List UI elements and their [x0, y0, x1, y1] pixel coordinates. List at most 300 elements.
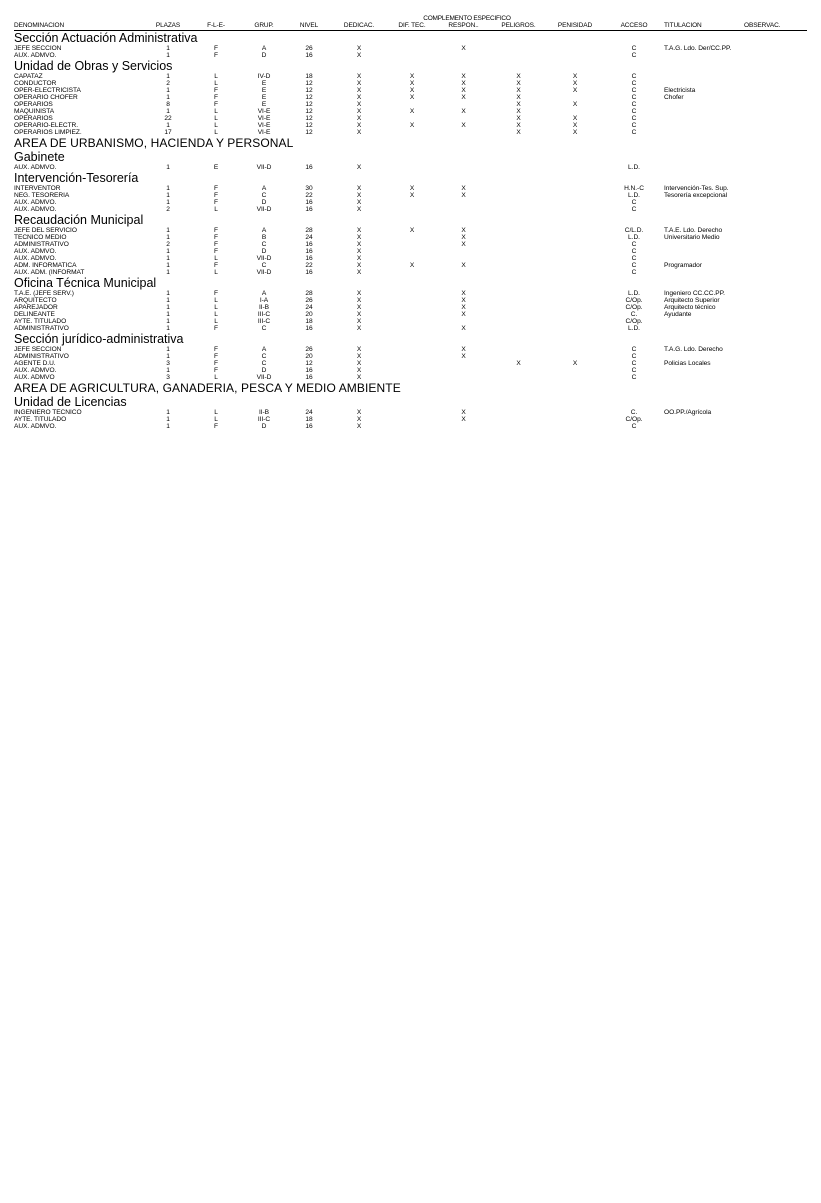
cell-titulacion	[664, 318, 744, 325]
cell-grupo: A	[261, 345, 267, 353]
cell-responsabilidad	[436, 374, 491, 381]
section-heading-row	[14, 332, 807, 346]
cell-fle: F	[214, 226, 218, 234]
cell-dif-tec	[388, 269, 436, 276]
cell-dedicacion: X	[356, 107, 362, 115]
cell-dif-tec	[388, 318, 436, 325]
cell-dedicacion: X	[356, 72, 362, 80]
col-header-plazas: PLAZAS	[155, 22, 181, 29]
cell-peligrosidad	[491, 241, 546, 248]
cell-observaciones	[744, 241, 807, 248]
cell-grupo: E	[261, 93, 267, 101]
table-row	[14, 52, 807, 59]
cell-denominacion: DELINEANTE	[14, 310, 55, 318]
cell-titulacion	[664, 199, 744, 206]
cell-grupo: II-B	[258, 303, 270, 311]
cell-observaciones	[744, 122, 807, 129]
cell-dedicacion: X	[356, 44, 362, 52]
cell-peligrosidad	[491, 52, 546, 59]
cell-titulacion	[664, 367, 744, 374]
cell-titulacion: T.A.G. Ldo. Derecho	[664, 345, 723, 353]
cell-peligrosidad: X	[516, 72, 521, 80]
table-row	[14, 325, 807, 332]
cell-plazas: 8	[166, 100, 170, 108]
cell-acceso: C	[631, 128, 637, 136]
cell-dedicacion: X	[356, 261, 362, 269]
table-row	[14, 227, 807, 234]
cell-titulacion	[664, 52, 744, 59]
table-row	[14, 297, 807, 304]
cell-fle: L	[214, 310, 218, 318]
col-header-grupo: GRUP.	[254, 22, 274, 29]
cell-acceso: C	[631, 100, 637, 108]
cell-grupo: C	[261, 352, 267, 360]
cell-dif-tec	[388, 416, 436, 423]
cell-acceso: C/Op.	[625, 303, 643, 311]
cell-titulacion	[664, 423, 744, 430]
cell-acceso: C	[631, 198, 637, 206]
cell-nivel: 30	[305, 184, 313, 192]
cell-responsabilidad: X	[461, 352, 466, 360]
cell-dif-tec: X	[409, 86, 415, 94]
cell-peligrosidad: X	[516, 114, 521, 122]
cell-titulacion	[664, 122, 744, 129]
section-title: Sección jurídico-administrativa	[14, 331, 184, 346]
cell-dedicacion: X	[356, 254, 362, 262]
cell-plazas: 1	[166, 296, 170, 304]
cell-observaciones	[744, 101, 807, 108]
cell-penosidad	[546, 346, 604, 353]
area-title: AREA DE URBANISMO, HACIENDA Y PERSONAL	[14, 135, 294, 150]
cell-penosidad	[546, 164, 604, 171]
cell-penosidad	[546, 311, 604, 318]
cell-observaciones	[744, 269, 807, 276]
cell-acceso: C	[631, 366, 637, 374]
cell-dif-tec	[388, 360, 436, 367]
cell-acceso: C.	[630, 310, 638, 318]
cell-dif-tec	[388, 101, 436, 108]
cell-dif-tec: X	[409, 121, 415, 129]
cell-penosidad	[546, 409, 604, 416]
table-row	[14, 206, 807, 213]
cell-acceso: L.D.	[628, 233, 640, 241]
cell-plazas: 1	[166, 408, 170, 416]
cell-observaciones	[744, 297, 807, 304]
cell-nivel: 16	[305, 254, 313, 262]
cell-grupo: C	[261, 240, 267, 248]
cell-nivel: 12	[305, 100, 313, 108]
cell-titulacion: Intervención-Tes. Sup.	[664, 184, 729, 192]
cell-plazas: 1	[166, 268, 170, 276]
cell-nivel: 16	[305, 51, 313, 59]
cell-acceso: C	[631, 107, 637, 115]
cell-dif-tec	[388, 290, 436, 297]
cell-nivel: 12	[305, 359, 313, 367]
cell-observaciones	[744, 311, 807, 318]
cell-responsabilidad: X	[461, 310, 466, 318]
cell-dif-tec	[388, 52, 436, 59]
cell-fle: L	[214, 254, 218, 262]
cell-fle: F	[214, 44, 218, 52]
cell-penosidad	[546, 374, 604, 381]
cell-dedicacion: X	[356, 205, 362, 213]
cell-titulacion	[664, 353, 744, 360]
cell-titulacion: Ingeniero CC.CC.PP.	[664, 289, 725, 297]
cell-nivel: 24	[305, 303, 313, 311]
cell-acceso: L.D.	[628, 163, 640, 171]
cell-grupo: D	[261, 51, 267, 59]
cell-denominacion: AUX. ADMVO.	[14, 198, 57, 206]
cell-plazas: 1	[166, 184, 170, 192]
cell-fle: L	[214, 373, 218, 381]
cell-grupo: III-C	[257, 317, 271, 325]
cell-acceso: C	[631, 79, 637, 87]
cell-plazas: 1	[166, 51, 170, 59]
cell-observaciones	[744, 360, 807, 367]
cell-grupo: VII-D	[256, 373, 272, 381]
cell-nivel: 18	[305, 415, 313, 423]
cell-fle: L	[214, 107, 218, 115]
cell-grupo: E	[261, 86, 267, 94]
cell-dif-tec: X	[409, 79, 415, 87]
cell-nivel: 20	[305, 352, 313, 360]
cell-acceso: L.D.	[628, 324, 640, 332]
cell-denominacion: JEFE SECCION	[14, 345, 62, 353]
cell-titulacion	[664, 255, 744, 262]
table-head-group	[14, 8, 807, 30]
cell-nivel: 24	[305, 408, 313, 416]
cell-peligrosidad	[491, 164, 546, 171]
table-row	[14, 374, 807, 381]
cell-penosidad	[546, 94, 604, 101]
cell-responsabilidad: X	[461, 86, 466, 94]
cell-plazas: 3	[166, 359, 170, 367]
cell-grupo: IV-D	[257, 72, 271, 80]
cell-dedicacion: X	[356, 226, 362, 234]
cell-penosidad	[546, 52, 604, 59]
cell-grupo: A	[261, 44, 267, 52]
cell-denominacion: ADM. INFORMATICA	[14, 261, 77, 269]
cell-grupo: B	[261, 233, 267, 241]
col-header-denominacion: DENOMINACION	[14, 22, 65, 29]
cell-grupo: VI-E	[257, 107, 271, 115]
cell-acceso: C/Op.	[625, 317, 643, 325]
cell-peligrosidad	[491, 311, 546, 318]
cell-fle: F	[214, 100, 218, 108]
cell-peligrosidad	[491, 290, 546, 297]
cell-responsabilidad	[436, 199, 491, 206]
cell-fle: F	[214, 191, 218, 199]
cell-titulacion	[664, 108, 744, 115]
cell-plazas: 1	[166, 415, 170, 423]
cell-plazas: 1	[166, 72, 170, 80]
cell-responsabilidad: X	[461, 79, 466, 87]
table-row	[14, 94, 807, 101]
cell-dif-tec	[388, 367, 436, 374]
cell-dedicacion: X	[356, 310, 362, 318]
cell-denominacion: MAQUINISTA	[14, 107, 55, 115]
cell-denominacion: AUX. ADMVO.	[14, 163, 57, 171]
cell-grupo: D	[261, 366, 267, 374]
cell-grupo: I-A	[259, 296, 269, 304]
cell-plazas: 1	[166, 289, 170, 297]
cell-peligrosidad: X	[516, 359, 521, 367]
cell-peligrosidad: X	[516, 79, 521, 87]
table-row	[14, 255, 807, 262]
table-row	[14, 304, 807, 311]
cell-dif-tec: X	[409, 226, 415, 234]
cell-responsabilidad	[436, 367, 491, 374]
cell-observaciones	[744, 94, 807, 101]
cell-acceso: C	[631, 51, 637, 59]
table-row	[14, 115, 807, 122]
cell-nivel: 12	[305, 93, 313, 101]
table-row	[14, 360, 807, 367]
col-header-fle: F-L-E-	[207, 22, 225, 29]
cell-peligrosidad	[491, 234, 546, 241]
cell-responsabilidad	[436, 52, 491, 59]
section-title: Gabinete	[14, 149, 65, 164]
cell-responsabilidad: X	[461, 261, 466, 269]
cell-observaciones	[744, 129, 807, 136]
cell-denominacion: OPER-ELECTRICISTA	[14, 86, 81, 94]
cell-responsabilidad	[436, 129, 491, 136]
cell-plazas: 2	[166, 240, 170, 248]
cell-penosidad	[546, 248, 604, 255]
cell-fle: F	[214, 240, 218, 248]
col-header-penosidad: PENISIDAD	[557, 22, 593, 29]
cell-nivel: 16	[305, 205, 313, 213]
cell-dedicacion: X	[356, 198, 362, 206]
cell-observaciones	[744, 318, 807, 325]
table-row	[14, 234, 807, 241]
cell-denominacion: CONDUCTOR	[14, 79, 57, 87]
cell-dedicacion: X	[356, 317, 362, 325]
cell-nivel: 16	[305, 247, 313, 255]
cell-nivel: 26	[305, 44, 313, 52]
section-title: Recaudación Municipal	[14, 212, 144, 227]
cell-penosidad	[546, 353, 604, 360]
cell-penosidad: X	[572, 114, 578, 122]
cell-responsabilidad: X	[461, 184, 466, 192]
cell-acceso: C	[631, 345, 637, 353]
cell-plazas: 1	[166, 247, 170, 255]
area-heading-row	[14, 381, 807, 395]
cell-titulacion: Electricista	[664, 86, 696, 94]
cell-fle: F	[214, 352, 218, 360]
cell-observaciones	[744, 73, 807, 80]
cell-plazas: 1	[166, 86, 170, 94]
cell-nivel: 12	[305, 121, 313, 129]
column-header-row	[14, 22, 807, 29]
cell-dif-tec	[388, 325, 436, 332]
cell-dedicacion: X	[356, 121, 362, 129]
cell-plazas: 1	[166, 107, 170, 115]
cell-plazas: 22	[164, 114, 172, 122]
cell-plazas: 1	[166, 345, 170, 353]
cell-nivel: 16	[305, 240, 313, 248]
cell-grupo: C	[261, 191, 267, 199]
cell-penosidad	[546, 192, 604, 199]
cell-penosidad	[546, 297, 604, 304]
cell-observaciones	[744, 164, 807, 171]
cell-dif-tec	[388, 346, 436, 353]
cell-nivel: 16	[305, 198, 313, 206]
cell-penosidad	[546, 227, 604, 234]
cell-observaciones	[744, 325, 807, 332]
cell-peligrosidad: X	[516, 86, 521, 94]
cell-observaciones	[744, 115, 807, 122]
complemento-especifico-group-header	[14, 8, 807, 22]
cell-denominacion: CAPATAZ	[14, 72, 43, 80]
table-row	[14, 423, 807, 430]
section-title: Sección Actuación Administrativa	[14, 30, 198, 45]
cell-peligrosidad	[491, 185, 546, 192]
cell-denominacion: OPERARIOS	[14, 114, 53, 122]
table-row	[14, 346, 807, 353]
cell-acceso: C	[631, 93, 637, 101]
cell-peligrosidad	[491, 227, 546, 234]
table-row	[14, 185, 807, 192]
cell-acceso: C	[631, 422, 637, 430]
cell-peligrosidad	[491, 206, 546, 213]
col-header-observaciones: OBSERVAC.	[744, 22, 781, 29]
cell-penosidad	[546, 241, 604, 248]
cell-observaciones	[744, 80, 807, 87]
cell-acceso: C	[631, 261, 637, 269]
section-heading-row	[14, 30, 807, 45]
cell-nivel: 28	[305, 289, 313, 297]
cell-fle: L	[214, 317, 218, 325]
cell-plazas: 1	[166, 198, 170, 206]
cell-dif-tec	[388, 374, 436, 381]
cell-dif-tec	[388, 129, 436, 136]
cell-denominacion: OPERARIOS LIMPIEZ.	[14, 128, 82, 136]
cell-denominacion: JEFE DEL SERVICIO	[14, 226, 77, 234]
cell-titulacion: OO.PP./Agrícola	[664, 408, 712, 416]
cell-observaciones	[744, 353, 807, 360]
cell-titulacion	[664, 101, 744, 108]
cell-grupo: VI-E	[257, 128, 271, 136]
cell-observaciones	[744, 192, 807, 199]
cell-dedicacion: X	[356, 100, 362, 108]
cell-penosidad	[546, 185, 604, 192]
table-row	[14, 122, 807, 129]
table-row	[14, 269, 807, 276]
cell-denominacion: NEG. TESORERIA	[14, 191, 70, 199]
cell-nivel: 26	[305, 345, 313, 353]
cell-grupo: VII-D	[256, 205, 272, 213]
cell-denominacion: OPERARIO CHOFER	[14, 93, 78, 101]
section-heading-row	[14, 171, 807, 185]
cell-grupo: VII-D	[256, 163, 272, 171]
cell-denominacion: ARQUITECTO	[14, 296, 57, 304]
cell-acceso: C	[631, 205, 637, 213]
cell-acceso: C	[631, 268, 637, 276]
cell-grupo: A	[261, 184, 267, 192]
cell-dif-tec	[388, 199, 436, 206]
cell-responsabilidad: X	[461, 121, 466, 129]
cell-titulacion: Arquitecto Superior	[664, 296, 720, 304]
cell-nivel: 12	[305, 79, 313, 87]
cell-dedicacion: X	[356, 86, 362, 94]
cell-denominacion: AUX. ADMVO.	[14, 247, 57, 255]
cell-acceso: C/Op.	[625, 296, 643, 304]
cell-peligrosidad	[491, 353, 546, 360]
cell-dif-tec	[388, 311, 436, 318]
cell-observaciones	[744, 304, 807, 311]
cell-penosidad	[546, 367, 604, 374]
cell-nivel: 16	[305, 163, 313, 171]
table-row	[14, 353, 807, 360]
table-row	[14, 129, 807, 136]
table-row	[14, 248, 807, 255]
cell-observaciones	[744, 367, 807, 374]
col-header-acceso: ACCESO	[620, 22, 648, 29]
cell-plazas: 3	[166, 373, 170, 381]
col-header-dif-tec: DIF. TEC.	[398, 22, 426, 29]
cell-fle: L	[214, 72, 218, 80]
cell-peligrosidad	[491, 346, 546, 353]
cell-denominacion: AUX. ADMVO.	[14, 205, 57, 213]
cell-fle: L	[214, 303, 218, 311]
cell-responsabilidad: X	[461, 345, 466, 353]
cell-fle: F	[214, 289, 218, 297]
cell-plazas: 2	[166, 205, 170, 213]
cell-titulacion	[664, 115, 744, 122]
cell-fle: F	[214, 198, 218, 206]
cell-dedicacion: X	[356, 114, 362, 122]
cell-penosidad	[546, 269, 604, 276]
cell-grupo: A	[261, 226, 267, 234]
cell-titulacion: Ayudante	[664, 310, 692, 318]
cell-plazas: 1	[166, 352, 170, 360]
cell-plazas: 1	[166, 303, 170, 311]
staffing-table	[14, 8, 807, 430]
cell-nivel: 16	[305, 366, 313, 374]
table-row	[14, 192, 807, 199]
cell-peligrosidad	[491, 262, 546, 269]
cell-denominacion: OPERARIOS	[14, 100, 53, 108]
cell-grupo: VI-E	[257, 114, 271, 122]
cell-nivel: 22	[305, 261, 313, 269]
cell-observaciones	[744, 52, 807, 59]
cell-denominacion: AYTE. TITULADO	[14, 415, 67, 423]
cell-responsabilidad	[436, 164, 491, 171]
cell-dif-tec: X	[409, 184, 415, 192]
table-body	[14, 30, 807, 430]
cell-denominacion: AUX. ADMVO.	[14, 254, 57, 262]
cell-dedicacion: X	[356, 373, 362, 381]
cell-titulacion	[664, 241, 744, 248]
cell-acceso: C	[631, 44, 637, 52]
cell-dedicacion: X	[356, 184, 362, 192]
cell-dif-tec: X	[409, 107, 415, 115]
cell-observaciones	[744, 45, 807, 52]
cell-dedicacion: X	[356, 345, 362, 353]
cell-plazas: 1	[166, 163, 170, 171]
cell-fle: F	[214, 86, 218, 94]
cell-plazas: 1	[166, 317, 170, 325]
cell-plazas: 1	[166, 44, 170, 52]
cell-dif-tec: X	[409, 191, 415, 199]
cell-observaciones	[744, 255, 807, 262]
cell-dif-tec: X	[409, 72, 415, 80]
cell-observaciones	[744, 108, 807, 115]
cell-responsabilidad: X	[461, 107, 466, 115]
cell-titulacion	[664, 416, 744, 423]
cell-dif-tec	[388, 164, 436, 171]
